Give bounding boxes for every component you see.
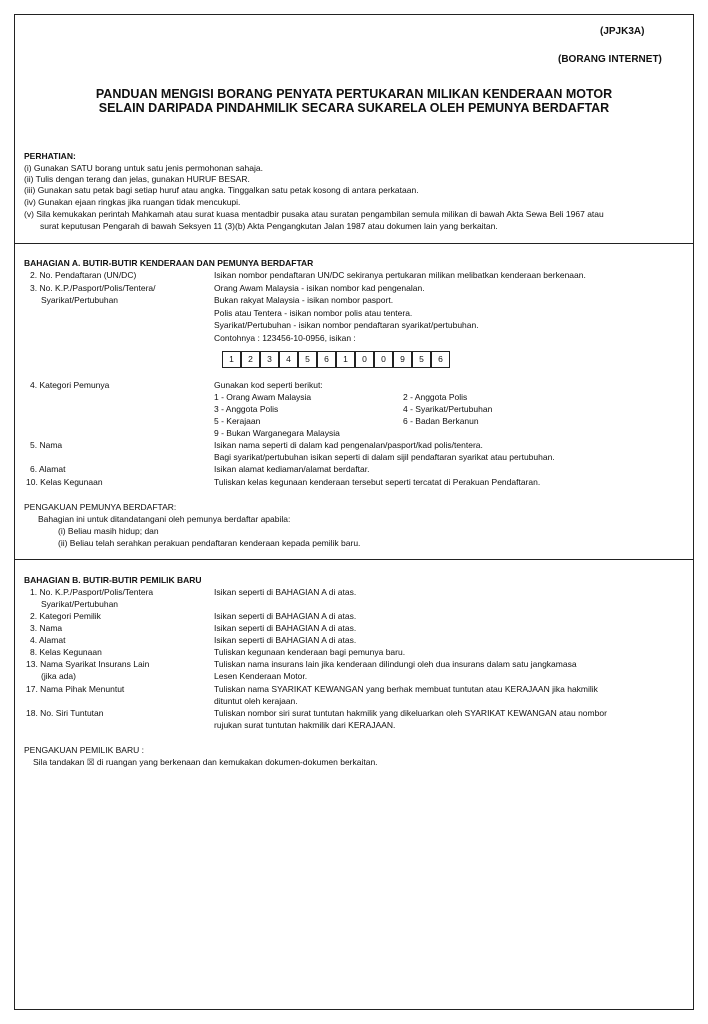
- digit-box: 6: [431, 351, 450, 368]
- kategori-code: 4 - Syarikat/Pertubuhan: [403, 404, 493, 414]
- row-desc: Polis atau Tentera - isikan nombor polis atau tentera.: [214, 308, 413, 318]
- page-title-line2: SELAIN DARIPADA PINDAHMILIK SECARA SUKARELA OLEH PEMUNYA BERDAFTAR: [98, 101, 610, 115]
- kategori-code: 6 - Badan Berkanun: [403, 416, 479, 426]
- row-desc: Tuliskan kelas kegunaan kenderaan tersebut seperti tercatat di Perakuan Pendaftaran.: [214, 477, 541, 487]
- row-label: 10. Kelas Kegunaan: [26, 477, 103, 487]
- page-title-line1: PANDUAN MENGISI BORANG PENYATA PERTUKARAN MILIKAN KENDERAAN MOTOR: [95, 87, 613, 101]
- row-desc: Lesen Kenderaan Motor.: [214, 671, 308, 681]
- digit-box: 1: [336, 351, 355, 368]
- row-desc: Bukan rakyat Malaysia - isikan nombor pasport.: [214, 295, 394, 305]
- row-label: 2. No. Pendaftaran (UN/DC): [30, 270, 137, 280]
- row-label: 5. Nama: [30, 440, 63, 450]
- row-desc: dituntut oleh kerajaan.: [214, 696, 298, 706]
- row-desc: Isikan seperti di BAHAGIAN A di atas.: [214, 611, 357, 621]
- row-label: 18. No. Siri Tuntutan: [26, 708, 104, 718]
- perhatian-item: (v) Sila kemukakan perintah Mahkamah atau surat kuasa mentadbir pusaka atau suratan pengambilan semula milikan di bawah Akta Sewa Beli 1967 atau: [24, 209, 604, 219]
- divider: [14, 559, 694, 560]
- row-label: 1. No. K.P./Pasport/Polis/Tentera: [30, 587, 154, 597]
- row-label: 13. Nama Syarikat Insurans Lain: [26, 659, 150, 669]
- perhatian-item: (ii) Tulis dengan terang dan jelas, gunakan HURUF BESAR.: [24, 174, 250, 184]
- pengakuan-b-heading: PENGAKUAN PEMILIK BARU :: [24, 745, 144, 755]
- digit-box: 5: [412, 351, 431, 368]
- row-desc: Syarikat/Pertubuhan - isikan nombor pendaftaran syarikat/pertubuhan.: [214, 320, 479, 330]
- row-label: Syarikat/Pertubuhan: [41, 295, 119, 305]
- pengakuan-b-text: Sila tandakan ☒ di ruangan yang berkenaan dan kemukakan dokumen-dokumen berkaitan.: [33, 757, 378, 767]
- digit-box: 3: [260, 351, 279, 368]
- digit-box: 9: [393, 351, 412, 368]
- row-label: 6. Alamat: [30, 464, 66, 474]
- row-desc: Orang Awam Malaysia - isikan nombor kad pengenalan.: [214, 283, 425, 293]
- row-desc: Isikan seperti di BAHAGIAN A di atas.: [214, 635, 357, 645]
- row-desc: Isikan nombor pendaftaran UN/DC sekiranya pertukaran milikan melibatkan kenderaan berkenaan.: [214, 270, 586, 280]
- perhatian-item: (iii) Gunakan satu petak bagi setiap huruf atau angka. Tinggalkan satu petak kosong di antara perkataan.: [24, 185, 419, 195]
- row-label: 17. Nama Pihak Menuntut: [26, 684, 125, 694]
- row-label: 4. Alamat: [30, 635, 66, 645]
- row-desc: Tuliskan nombor siri surat tuntutan hakmilik yang dikeluarkan oleh SYARIKAT KEWANGAN atau nombor: [214, 708, 607, 718]
- perhatian-item: surat keputusan Pengarah di bawah Seksyen 11 (3)(b) Akta Pengangkutan Jalan 1987 atau dokumen lain yang berkaitan.: [40, 221, 498, 231]
- row-desc: Isikan nama seperti di dalam kad pengenalan/pasport/kad polis/tentera.: [214, 440, 483, 450]
- row-desc: Isikan alamat kediaman/alamat berdaftar.: [214, 464, 370, 474]
- kategori-code: 2 - Anggota Polis: [403, 392, 468, 402]
- section-b-heading: BAHAGIAN B. BUTIR-BUTIR PEMILIK BARU: [24, 575, 202, 585]
- row-desc: Isikan seperti di BAHAGIAN A di atas.: [214, 623, 357, 633]
- form-type: (BORANG INTERNET): [558, 54, 662, 65]
- row-label: 8. Kelas Kegunaan: [30, 647, 102, 657]
- digit-box: 1: [222, 351, 241, 368]
- divider: [14, 243, 694, 244]
- row-desc: Bagi syarikat/pertubuhan isikan seperti di dalam sijil pendaftaran syarikat atau pertubuhan.: [214, 452, 555, 462]
- kategori-intro: Gunakan kod seperti berikut:: [214, 380, 323, 390]
- kategori-code: 5 - Kerajaan: [214, 416, 261, 426]
- perhatian-item: (iv) Gunakan ejaan ringkas jika ruangan tidak mencukupi.: [24, 197, 241, 207]
- digit-box: 0: [374, 351, 393, 368]
- perhatian-item: (i) Gunakan SATU borang untuk satu jenis permohonan sahaja.: [24, 163, 263, 173]
- row-label: 3. Nama: [30, 623, 63, 633]
- row-label: 2. Kategori Pemilik: [30, 611, 101, 621]
- row-desc: Contohnya : 123456-10-0956, isikan :: [214, 333, 356, 343]
- pengakuan-a-heading: PENGAKUAN PEMUNYA BERDAFTAR:: [24, 502, 177, 512]
- pengakuan-a-item: (ii) Beliau telah serahkan perakuan pendaftaran kenderaan kepada pemilik baru.: [58, 538, 361, 548]
- row-label: Syarikat/Pertubuhan: [41, 599, 119, 609]
- row-desc: Tuliskan kegunaan kenderaan bagi pemunya baru.: [214, 647, 406, 657]
- digit-box: 5: [298, 351, 317, 368]
- digit-box: 2: [241, 351, 260, 368]
- form-code: (JPJK3A): [600, 26, 645, 37]
- kategori-label: 4. Kategori Pemunya: [30, 380, 110, 390]
- kategori-code: 1 - Orang Awam Malaysia: [214, 392, 312, 402]
- kategori-code: 3 - Anggota Polis: [214, 404, 279, 414]
- row-desc: Isikan seperti di BAHAGIAN A di atas.: [214, 587, 357, 597]
- pengakuan-a-item: (i) Beliau masih hidup; dan: [58, 526, 159, 536]
- row-label: 3. No. K.P./Pasport/Polis/Tentera/: [30, 283, 156, 293]
- digit-box: 0: [355, 351, 374, 368]
- row-desc: Tuliskan nama SYARIKAT KEWANGAN yang berhak membuat tuntutan atau KERAJAAN jika hakmilik: [214, 684, 598, 694]
- digit-box: 6: [317, 351, 336, 368]
- row-label: (jika ada): [41, 671, 76, 681]
- digit-box: 4: [279, 351, 298, 368]
- section-a-heading: BAHAGIAN A. BUTIR-BUTIR KENDERAAN DAN PEMUNYA BERDAFTAR: [24, 258, 314, 268]
- row-desc: rujukan surat tuntutan hakmilik dari KERAJAAN.: [214, 720, 396, 730]
- pengakuan-a-intro: Bahagian ini untuk ditandatangani oleh pemunya berdaftar apabila:: [38, 514, 291, 524]
- row-desc: Tuliskan nama insurans lain jika kenderaan dilindungi oleh dua insurans dalam satu jangkamasa: [214, 659, 577, 669]
- perhatian-heading: PERHATIAN:: [24, 151, 76, 161]
- kategori-code: 9 - Bukan Warganegara Malaysia: [214, 428, 340, 438]
